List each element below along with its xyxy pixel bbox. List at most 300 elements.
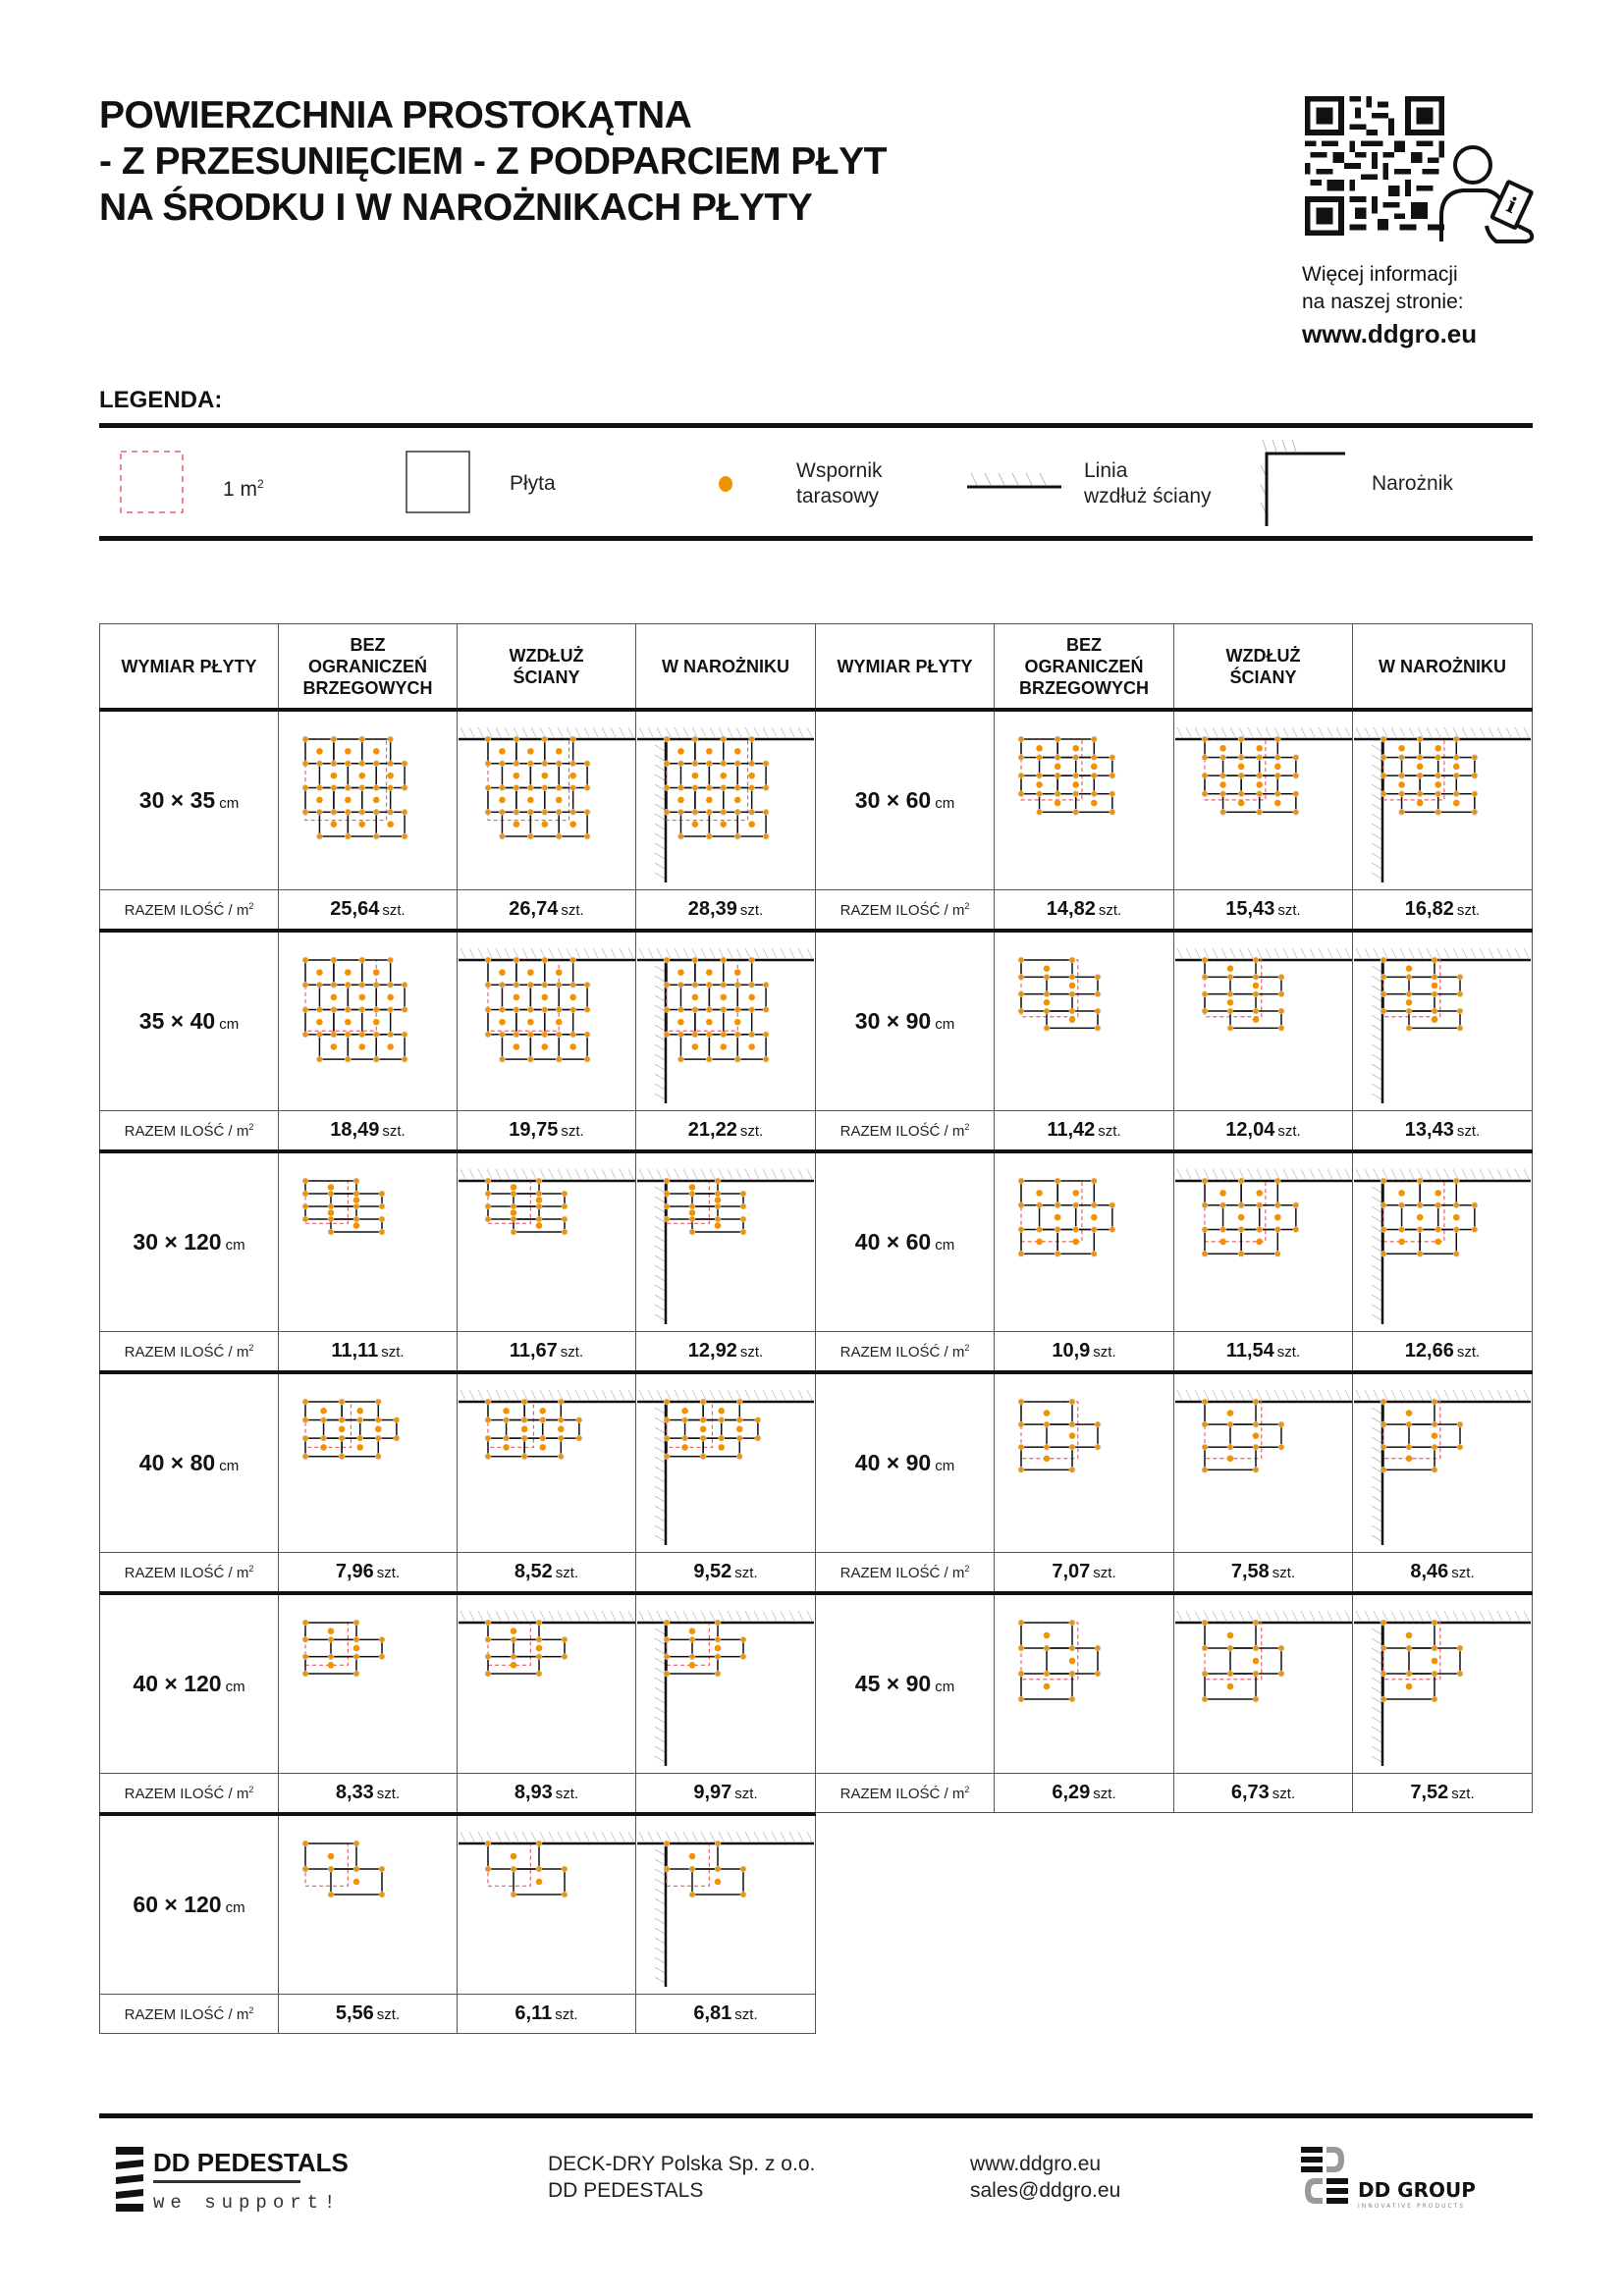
total-value-number: 8,46 xyxy=(1410,1561,1449,1582)
pedestal-center xyxy=(535,1878,542,1885)
pedestal-corner xyxy=(1073,1226,1078,1231)
pedestal-corner xyxy=(1018,736,1023,741)
pedestal-center xyxy=(555,969,562,976)
pedestal-corner xyxy=(1418,773,1423,777)
diagram-along-wall xyxy=(458,931,636,1111)
pedestal-corner xyxy=(1253,974,1258,979)
total-label-cell xyxy=(816,1553,995,1594)
pedestal-corner xyxy=(1069,974,1074,979)
pedestal-corner xyxy=(1044,1645,1049,1650)
m2-area xyxy=(1205,1181,1266,1242)
pedestal-corner xyxy=(1457,1444,1462,1449)
layout-diagram xyxy=(280,938,457,1105)
pedestal-corner xyxy=(584,833,589,838)
layout-diagram xyxy=(1175,938,1352,1105)
layout-diagram xyxy=(280,1159,457,1326)
plate-size-value: 30 × 60 xyxy=(854,787,932,813)
pedestal-corner xyxy=(678,761,683,766)
m2-area xyxy=(488,1181,530,1223)
pedestal-center xyxy=(1226,1682,1233,1689)
pedestal-corner xyxy=(715,1216,720,1221)
corner-line xyxy=(1354,1611,1531,1766)
pedestal-center xyxy=(539,1407,546,1414)
contact-info xyxy=(970,2151,1120,2204)
pedestal-corner xyxy=(521,1454,526,1459)
pedestal-corner xyxy=(692,736,697,741)
total-label-text: RAZEM ILOŚĆ / m xyxy=(839,1785,965,1802)
total-value-unit: szt. xyxy=(1272,1565,1296,1581)
pedestal-corner xyxy=(584,761,589,766)
pedestal-corner xyxy=(1380,1421,1385,1426)
pedestal-corner xyxy=(735,784,740,789)
pedestal-corner xyxy=(1056,773,1060,777)
total-value-cell xyxy=(1174,890,1353,932)
pedestal-corner xyxy=(1073,1202,1078,1207)
pedestal-corner xyxy=(485,1399,490,1404)
pedestal-corner xyxy=(1044,991,1049,996)
layout-diagram xyxy=(1354,1380,1531,1547)
pedestal-corner xyxy=(485,957,490,962)
total-value-cell xyxy=(458,1553,636,1594)
pedestal-center xyxy=(372,748,379,755)
pedestal-corner xyxy=(485,1671,490,1676)
total-value-cell xyxy=(458,1111,636,1152)
pedestal-corner xyxy=(664,1636,669,1641)
pedestal-corner xyxy=(1293,1226,1298,1231)
layout-diagram xyxy=(637,1822,814,1989)
total-value-unit: szt. xyxy=(1093,1565,1116,1581)
diagram-no-edge xyxy=(995,1151,1174,1332)
pedestal-corner xyxy=(316,1032,321,1037)
pedestal-center xyxy=(706,1018,713,1025)
pedestal-corner xyxy=(1095,974,1100,979)
pedestal-corner xyxy=(353,1636,358,1641)
website-link[interactable]: www.ddgro.eu xyxy=(1302,319,1478,348)
pedestal-corner xyxy=(375,1416,380,1421)
total-value-unit: szt. xyxy=(1277,902,1301,919)
pedestal-corner xyxy=(1253,1399,1258,1404)
total-value-unit: szt. xyxy=(381,1344,405,1361)
pedestal-center xyxy=(1091,763,1098,770)
pedestal-corner xyxy=(1380,1202,1385,1207)
pedestal-corner xyxy=(388,761,393,766)
pedestal-corner xyxy=(1418,791,1423,796)
total-label-text: RAZEM ILOŚĆ / m xyxy=(124,1564,249,1581)
total-value-number: 21,22 xyxy=(687,1119,737,1141)
dd-group-logo xyxy=(1301,2143,1527,2212)
pedestals xyxy=(1018,1177,1115,1256)
pedestal-corner xyxy=(379,1229,384,1234)
m2-area xyxy=(305,960,376,1031)
layout-diagram xyxy=(1175,1601,1352,1768)
pedestal-corner xyxy=(562,1229,567,1234)
pedestal-center xyxy=(715,1878,722,1885)
total-value-cell xyxy=(1353,1553,1533,1594)
total-value-number: 12,92 xyxy=(687,1340,737,1362)
layout-diagram xyxy=(637,1159,814,1326)
pedestal-corner xyxy=(357,1435,362,1440)
layout-diagram xyxy=(996,938,1172,1105)
pedestal-corner xyxy=(485,1203,490,1208)
pedestal-corner xyxy=(1044,1025,1049,1030)
pedestal-corner xyxy=(701,1399,706,1404)
plate-size-value: 40 × 80 xyxy=(138,1450,216,1475)
pedestal-corner xyxy=(1432,991,1436,996)
pedestal-center xyxy=(1256,1238,1263,1245)
corner-line xyxy=(1354,1169,1531,1324)
layout-diagram xyxy=(459,1380,635,1547)
pedestal-corner xyxy=(715,1866,720,1871)
total-label-sup: 2 xyxy=(248,1563,254,1574)
total-label xyxy=(840,1565,970,1581)
pedestal-corner xyxy=(1274,736,1279,741)
total-row xyxy=(816,1111,1533,1152)
pedestal-corner xyxy=(584,1032,589,1037)
pedestal-corner xyxy=(1380,991,1385,996)
pedestal-corner xyxy=(558,1435,563,1440)
pedestal-corner xyxy=(379,1866,384,1871)
total-value xyxy=(693,2002,757,2024)
pedestal-corner xyxy=(1202,991,1207,996)
info-line-2: na naszej stronie: xyxy=(1302,291,1464,313)
pedestal-corner xyxy=(1257,1202,1262,1207)
pedestal-center xyxy=(1044,999,1051,1006)
m2-area xyxy=(305,1843,348,1886)
pedestal-center xyxy=(1226,999,1233,1006)
plate-size xyxy=(139,787,239,813)
pedestal-corner xyxy=(1432,974,1436,979)
total-row xyxy=(816,1332,1533,1373)
pedestal-center xyxy=(387,1043,394,1050)
pedestal-corner xyxy=(1056,1202,1060,1207)
corner-line xyxy=(1354,948,1531,1103)
wall-line xyxy=(1175,948,1352,960)
page-title xyxy=(99,92,887,231)
pedestal-center xyxy=(1072,781,1079,788)
plate-size xyxy=(139,1450,239,1475)
total-value-cell xyxy=(279,1553,458,1594)
pedestal-corner xyxy=(1069,1399,1074,1404)
pedestal-corner xyxy=(737,1454,742,1459)
pedestal-center xyxy=(499,1018,506,1025)
pedestal-center xyxy=(358,772,365,778)
pedestal-corner xyxy=(402,761,406,766)
pedestal-center xyxy=(316,1018,323,1025)
pedestal-corner xyxy=(755,1435,760,1440)
total-row xyxy=(100,1332,816,1373)
plate-size-cell xyxy=(100,1814,279,1995)
total-value-unit: szt. xyxy=(382,902,406,919)
plate-size-cell xyxy=(816,1372,995,1553)
total-row xyxy=(100,1995,816,2034)
pedestal-center xyxy=(1453,763,1460,770)
pedestal-corner xyxy=(1293,1202,1298,1207)
pedestal-corner xyxy=(664,1654,669,1659)
pedestal-corner xyxy=(1380,1008,1385,1013)
pedestal-corner xyxy=(692,761,697,766)
pedestal-center xyxy=(1055,763,1061,770)
pedestal-corner xyxy=(1380,754,1385,759)
pedestal-corner xyxy=(1202,957,1207,962)
footer-email-link[interactable]: sales@ddgro.eu xyxy=(970,2179,1121,2202)
pedestal-corner xyxy=(514,1006,518,1011)
pedestal-corner xyxy=(1380,974,1385,979)
total-value-unit: szt. xyxy=(376,1786,401,1802)
total-value-number: 6,11 xyxy=(514,2002,553,2024)
pedestal-corner xyxy=(721,1032,726,1037)
pedestal-corner xyxy=(584,1006,589,1011)
pedestal-corner xyxy=(1257,1226,1262,1231)
pedestal-center xyxy=(541,993,548,1000)
plates xyxy=(488,1843,565,1895)
pedestal-corner xyxy=(1202,1671,1207,1676)
plate-size-cell xyxy=(100,1593,279,1774)
plate-size-value: 30 × 90 xyxy=(854,1008,932,1034)
total-value xyxy=(693,1782,757,1803)
pedestal-corner xyxy=(1037,791,1042,796)
pedestal-corner xyxy=(715,1178,720,1183)
layout-diagram xyxy=(1354,938,1531,1105)
pedestal-center xyxy=(499,796,506,803)
pedestal-center xyxy=(358,1043,365,1050)
diagram-in-corner xyxy=(1353,1593,1533,1774)
total-value-number: 12,04 xyxy=(1225,1119,1275,1141)
m2-area xyxy=(1021,1623,1078,1680)
pedestal-center xyxy=(692,993,699,1000)
total-value-number: 26,74 xyxy=(509,898,559,920)
pedestal-corner xyxy=(536,1620,541,1625)
pedestal-center xyxy=(1044,1455,1051,1462)
pedestal-corner xyxy=(1380,1671,1385,1676)
pedestal-corner xyxy=(558,1454,563,1459)
header-no-edge-line3: BRZEGOWYCH xyxy=(1019,677,1149,698)
pedestal-corner xyxy=(740,1892,745,1896)
pedestal-corner xyxy=(1227,1421,1232,1426)
pedestal-corner xyxy=(345,1056,350,1061)
footer-website-link[interactable]: www.ddgro.eu xyxy=(970,2153,1102,2175)
header-no-edge-line1: BEZ xyxy=(350,634,386,655)
pedestals xyxy=(1380,1619,1464,1702)
pedestal-corner xyxy=(664,1671,669,1676)
plate-size xyxy=(133,1892,244,1917)
pedestal-corner xyxy=(1018,957,1023,962)
total-value-number: 6,81 xyxy=(693,2002,732,2024)
pedestal-center xyxy=(1252,1657,1259,1664)
pedestal-corner xyxy=(682,1416,687,1421)
pedestal-corner xyxy=(485,1006,490,1011)
pedestal-corner xyxy=(701,1416,706,1421)
m2-area xyxy=(667,1843,709,1886)
pedestal-corner xyxy=(353,1216,358,1221)
pedestal-corner xyxy=(719,1416,724,1421)
pedestal-center xyxy=(1406,1631,1413,1638)
pedestal-corner xyxy=(584,784,589,789)
pedestal-corner xyxy=(353,1671,358,1676)
total-label-sup: 2 xyxy=(248,1342,254,1353)
pedestal-corner xyxy=(721,809,726,814)
pedestal-corner xyxy=(1018,791,1023,796)
pedestal-corner xyxy=(715,1636,720,1641)
pedestal-corner xyxy=(542,1032,547,1037)
pedestal-corner xyxy=(692,1006,697,1011)
pedestal-corner xyxy=(707,761,712,766)
pedestal-corner xyxy=(536,1191,541,1196)
pedestal-corner xyxy=(302,736,307,741)
pedestal-center xyxy=(1036,744,1043,751)
plates xyxy=(667,1843,743,1895)
plate-size-unit: cm xyxy=(935,1237,955,1254)
pedestal-corner xyxy=(373,1006,378,1011)
layout-diagram xyxy=(459,718,635,884)
pedestal-corner xyxy=(692,784,697,789)
pedestal-corner xyxy=(1092,773,1097,777)
pedestal-center xyxy=(569,1043,576,1050)
pedestal-corner xyxy=(514,736,518,741)
pedestal-corner xyxy=(527,1056,532,1061)
pedestal-corner xyxy=(339,1454,344,1459)
pedestal-corner xyxy=(328,1866,333,1871)
pedestal-corner xyxy=(1432,1696,1436,1701)
dd-group-brand: DD GROUP xyxy=(1358,2178,1476,2202)
pedestal-corner xyxy=(707,982,712,987)
pedestal-corner xyxy=(499,833,504,838)
pedestal-corner xyxy=(331,982,336,987)
pedestal-center xyxy=(555,796,562,803)
pedestal-corner xyxy=(302,1399,307,1404)
pedestal-corner xyxy=(735,761,740,766)
pedestal-corner xyxy=(1092,736,1097,741)
total-value-number: 8,33 xyxy=(335,1782,374,1803)
pedestal-corner xyxy=(689,1866,694,1871)
pedestal-corner xyxy=(1406,1645,1411,1650)
pedestal-corner xyxy=(1399,1226,1404,1231)
total-value-number: 25,64 xyxy=(330,898,380,920)
pedestal-corner xyxy=(692,982,697,987)
total-value xyxy=(514,2002,577,2024)
m2-area xyxy=(488,1843,530,1886)
qr-code-icon[interactable] xyxy=(1301,96,1448,236)
plate-size-value: 30 × 35 xyxy=(138,787,216,813)
pedestal-corner xyxy=(1069,1696,1074,1701)
total-value-unit: szt. xyxy=(561,902,584,919)
header-plate-size xyxy=(100,624,279,711)
total-value xyxy=(1047,898,1121,920)
pedestal-corner xyxy=(1044,1671,1049,1676)
pedestal-corner xyxy=(1399,791,1404,796)
pedestal-center xyxy=(689,1662,696,1669)
pedestal-center xyxy=(503,1407,510,1414)
total-label-sup: 2 xyxy=(248,2004,254,2015)
total-value-unit: szt. xyxy=(1451,1786,1475,1802)
total-value-unit: szt. xyxy=(734,1786,758,1802)
pedestal-corner xyxy=(1018,1251,1023,1255)
plate-size xyxy=(855,1008,954,1034)
plates xyxy=(1205,1181,1296,1254)
pedestal-center xyxy=(748,821,755,828)
header-along-wall-line2: ŚCIANY xyxy=(1229,667,1297,687)
pedestal-center xyxy=(700,1425,707,1432)
pedestal-corner xyxy=(331,736,336,741)
plate-size-unit: cm xyxy=(219,795,240,812)
pedestal-corner xyxy=(353,1203,358,1208)
diagram-along-wall xyxy=(458,1151,636,1332)
pedestal-corner xyxy=(320,1416,325,1421)
pedestal-corner xyxy=(562,1216,567,1221)
pedestal-corner xyxy=(485,1841,490,1845)
pedestal-corner xyxy=(1457,1025,1462,1030)
pedestal-center xyxy=(1435,781,1441,788)
pedestal-corner xyxy=(764,761,769,766)
pedestal-corner xyxy=(511,1636,515,1641)
total-row xyxy=(100,890,816,932)
pedestal-center xyxy=(1435,1190,1441,1197)
pedestal-center xyxy=(557,1425,564,1432)
pedestal-center xyxy=(345,748,352,755)
pedestal-corner xyxy=(1037,809,1042,814)
plate-size xyxy=(133,1671,244,1696)
pedestal-corner xyxy=(1457,1645,1462,1650)
pedestal-center xyxy=(513,772,519,778)
pedestal-corner xyxy=(1227,1671,1232,1676)
pedestal-center xyxy=(1069,1657,1076,1664)
pedestal-corner xyxy=(373,761,378,766)
dd-pedestals-logo xyxy=(116,2145,381,2214)
total-label-cell xyxy=(100,890,279,932)
pedestal-corner xyxy=(1274,1202,1279,1207)
pedestal-corner xyxy=(379,1191,384,1196)
wall-line-icon xyxy=(967,469,1061,495)
total-value xyxy=(336,2002,400,2024)
plate-size-unit: cm xyxy=(219,1458,240,1474)
pedestal-corner xyxy=(514,784,518,789)
total-value xyxy=(1405,1119,1480,1141)
layout-diagram xyxy=(280,1601,457,1768)
pedestal-corner xyxy=(1095,1025,1100,1030)
pedestal-corner xyxy=(331,1032,336,1037)
pedestal-corner xyxy=(1069,1671,1074,1676)
pedestal-corner xyxy=(1202,974,1207,979)
pedestal-corner xyxy=(1253,1620,1258,1625)
pedestal-corner xyxy=(1257,791,1262,796)
pedestal-center xyxy=(316,969,323,976)
pedestal-corner xyxy=(1037,773,1042,777)
pedestal-corner xyxy=(373,1032,378,1037)
pedestal-center xyxy=(689,1852,696,1859)
pedestal-corner xyxy=(514,761,518,766)
total-value xyxy=(336,1782,400,1803)
pedestal-center xyxy=(356,1444,363,1451)
pedestal-corner xyxy=(664,1416,669,1421)
pedestal-corner xyxy=(388,809,393,814)
header-in-corner xyxy=(636,624,816,711)
total-value-number: 7,58 xyxy=(1230,1561,1270,1582)
pedestal-corner xyxy=(1227,991,1232,996)
pedestal-corner xyxy=(1227,1008,1232,1013)
plates xyxy=(488,1181,565,1232)
pedestal-center xyxy=(1072,744,1079,751)
pedestal-center xyxy=(1435,744,1441,751)
total-value-cell xyxy=(279,1332,458,1373)
pedestal-center xyxy=(387,772,394,778)
dd-pedestals-brand: DD PEDESTALS xyxy=(153,2148,349,2177)
total-value-number: 5,56 xyxy=(335,2002,374,2024)
total-row xyxy=(816,1774,1533,1813)
corner-icon xyxy=(1259,438,1347,526)
diagram-in-corner xyxy=(1353,931,1533,1111)
pedestal-corner xyxy=(1380,1620,1385,1625)
pedestal-corner xyxy=(1095,991,1100,996)
pedestal-corner xyxy=(556,1006,561,1011)
